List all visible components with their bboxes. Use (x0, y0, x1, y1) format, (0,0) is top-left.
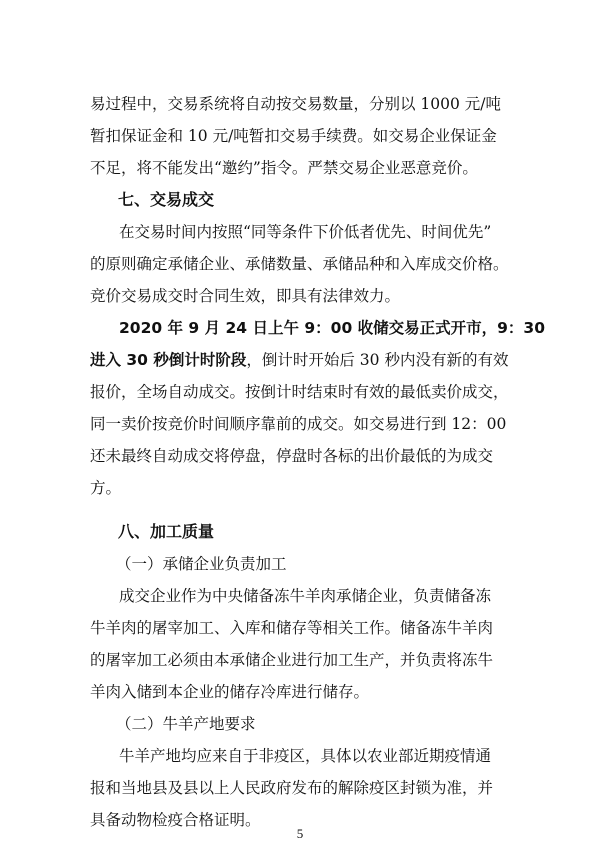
paragraph-line: 报价，全场自动成交。按倒计时结束时有效的最低卖价成交， (90, 383, 509, 401)
paragraph-line: 不足，将不能发出“邀约”指令。严禁交易企业恶意竞价。 (90, 159, 478, 177)
paragraph-line: 暂扣保证金和 10 元/吨暂扣交易手续费。如交易企业保证金 (90, 127, 497, 145)
paragraph-line: 在交易时间内按照“同等条件下价低者优先、时间优先” (119, 223, 492, 241)
paragraph-line: 具备动物检疫合格证明。 (90, 811, 261, 829)
paragraph-line: 易过程中，交易系统将自动按交易数量，分别以 1000 元/吨 (90, 95, 502, 113)
paragraph-line: 牛羊肉的屠宰加工、入库和储存等相关工作。储备冻牛羊肉 (90, 619, 494, 637)
bold-phrase: 进入 30 秒倒计时阶段 (90, 351, 247, 369)
subsection-heading-8-1: （一）承储企业负责加工 (116, 555, 287, 573)
paragraph-line: 的原则确定承储企业、承储数量、承储品种和入库成交价格。 (90, 255, 509, 273)
paragraph-line: 报和当地县及县以上人民政府发布的解除疫区封锁为准，并 (90, 779, 494, 797)
section-heading-8: 八、加工质量 (118, 522, 215, 541)
paragraph-line: 方。 (90, 479, 122, 497)
paragraph-line: 同一卖价按竞价时间顺序靠前的成交。如交易进行到 12：00 (90, 415, 507, 433)
paragraph-line: 还未最终自动成交将停盘，停盘时各标的出价最低的为成交 (90, 447, 494, 465)
regular-phrase: ，倒计时开始后 30 秒内没有新的有效 (246, 351, 509, 369)
paragraph-line: 竞价交易成交时合同生效，即具有法律效力。 (90, 287, 401, 305)
subsection-heading-8-2: （二）牛羊产地要求 (116, 715, 256, 733)
page-number: 5 (296, 826, 304, 841)
paragraph-line-bold: 2020 年 9 月 24 日上午 9：00 收储交易正式开市，9：30 (119, 319, 545, 337)
paragraph-line: 羊肉入储到本企业的储存冷库进行储存。 (90, 683, 370, 701)
paragraph-line: 的屠宰加工必须由本承储企业进行加工生产，并负责将冻牛 (90, 651, 494, 669)
section-heading-7: 七、交易成交 (118, 190, 215, 209)
paragraph-line: 成交企业作为中央储备冻牛羊肉承储企业，负责储备冻 (119, 587, 492, 605)
paragraph-line (90, 350, 508, 370)
paragraph-line: 牛羊产地均应来自于非疫区，具体以农业部近期疫情通 (119, 747, 492, 765)
